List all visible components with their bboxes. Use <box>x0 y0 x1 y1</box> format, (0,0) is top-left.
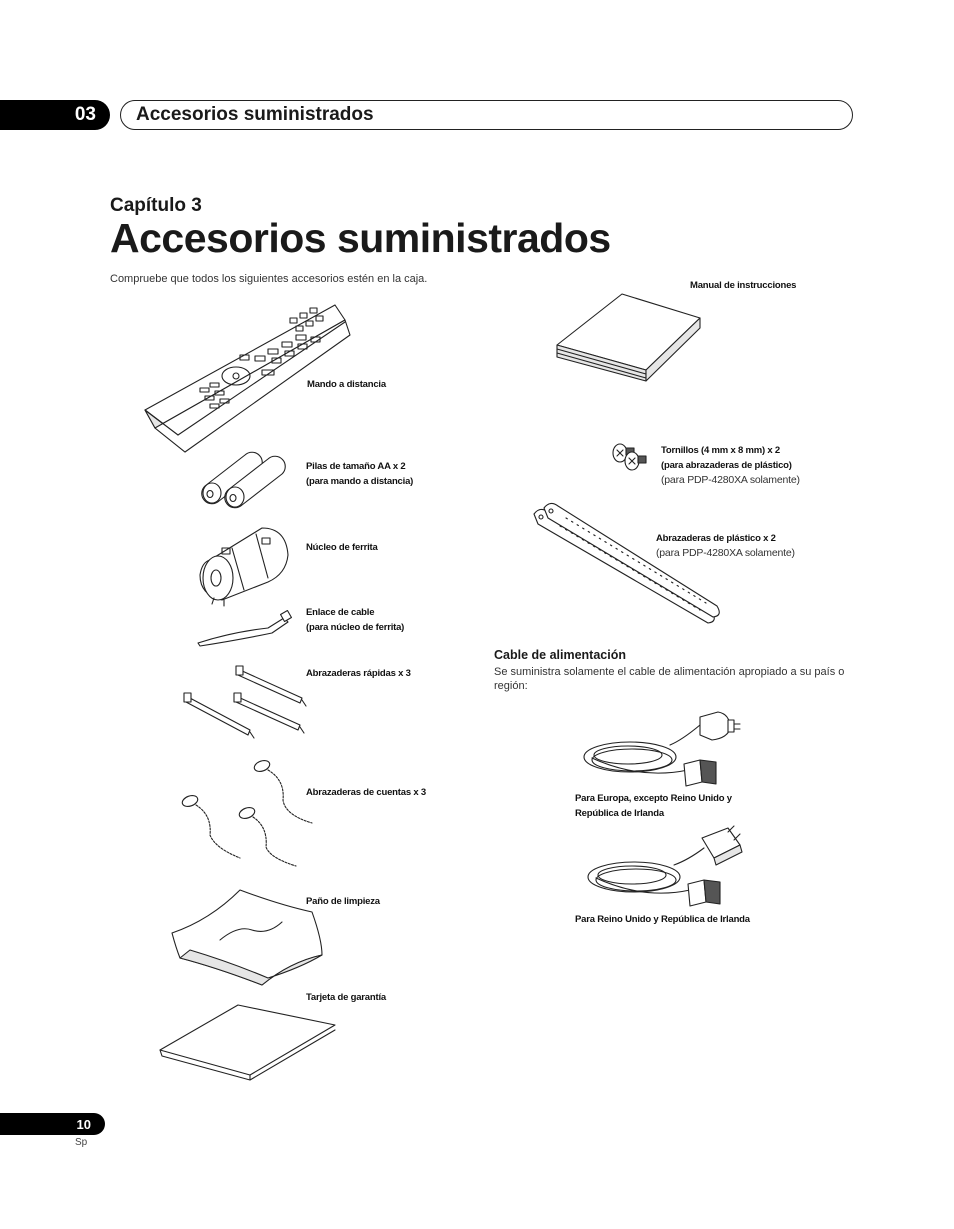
screws-label-line1: Tornillos (4 mm x 8 mm) x 2 <box>661 445 781 456</box>
batteries-label-line2: (para mando a distancia) <box>306 476 414 487</box>
chapter-label: Capítulo 3 <box>110 195 202 216</box>
warranty-label: Tarjeta de garantía <box>306 992 386 1003</box>
cloth-label: Paño de limpieza <box>306 896 380 907</box>
page-number-tab: 10 <box>0 1113 105 1135</box>
chapter-header-title: Accesorios suministrados <box>136 104 374 125</box>
bead-clamps-label: Abrazaderas de cuentas x 3 <box>306 787 426 798</box>
remote-label: Mando a distancia <box>307 379 386 390</box>
euro-cable-label-line1: Para Europa, excepto Reino Unido y <box>575 793 732 804</box>
manual-label: Manual de instrucciones <box>690 280 797 291</box>
euro-cable-label-line2: República de Irlanda <box>575 808 664 819</box>
intro-text: Compruebe que todos los siguientes accesorios estén en la caja. <box>110 273 428 285</box>
cable-tie-label-line1: Enlace de cable <box>306 607 375 618</box>
screws-note: (para PDP-4280XA solamente) <box>661 474 800 486</box>
chapter-number-tab: 03 <box>0 100 110 130</box>
ferrite-label: Núcleo de ferrita <box>306 542 378 553</box>
batteries-label-line1: Pilas de tamaño AA x 2 <box>306 461 406 472</box>
plastic-clamps-label-line1: Abrazaderas de plástico x 2 <box>656 533 776 544</box>
screws-label-line2: (para abrazaderas de plástico) <box>661 460 792 471</box>
quick-clamps-label: Abrazaderas rápidas x 3 <box>306 668 411 679</box>
page-language: Sp <box>75 1137 88 1148</box>
uk-cable-label: Para Reino Unido y República de Irlanda <box>575 914 750 925</box>
page-title: Accesorios suministrados <box>110 215 611 261</box>
power-cable-text: Se suministra solamente el cable de alimentación apropiado a su país o región: <box>494 666 845 692</box>
plastic-clamps-note: (para PDP-4280XA solamente) <box>656 547 795 559</box>
power-cable-heading: Cable de alimentación <box>494 648 626 662</box>
cable-tie-label-line2: (para núcleo de ferrita) <box>306 622 405 633</box>
